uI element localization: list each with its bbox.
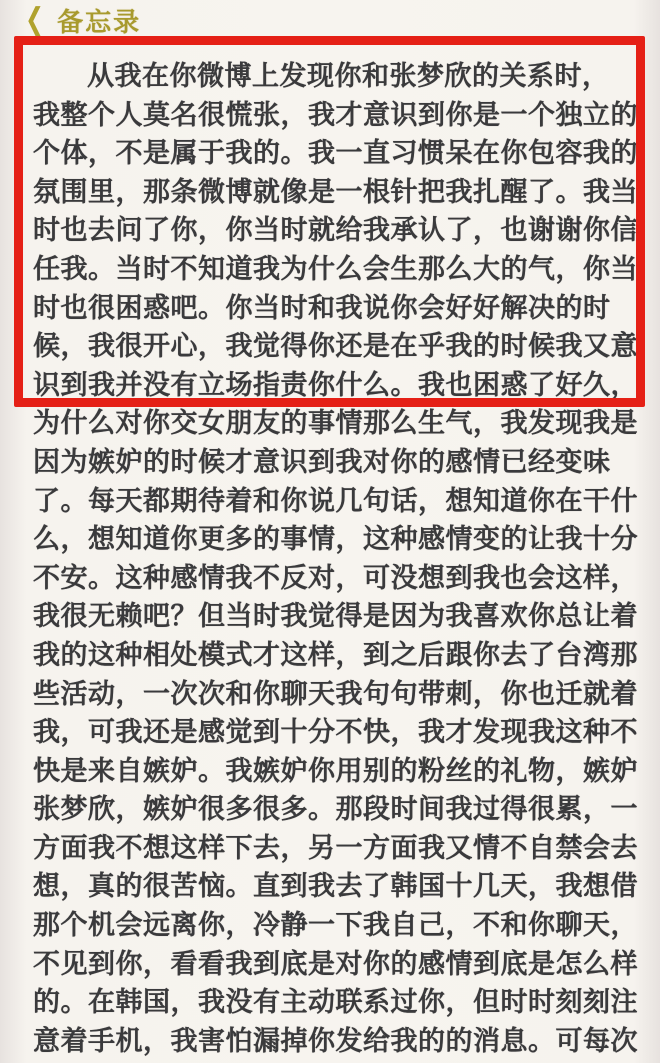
note-line: 氛围里，那条微博就像是一根针把我扎醒了。我当 (33, 176, 638, 207)
note-line: 从我在你微博上发现你和张梦欣的关系时， (87, 61, 610, 91)
note-line: 时也很困惑吧。你当时和我说你会好好解决的时 (33, 292, 611, 323)
back-label: 备忘录 (57, 6, 142, 37)
note-line: 我，可我还是感觉到十分不快，我才发现我这种不 (33, 717, 638, 748)
note-line: 快是来自嫉妒。我嫉妒你用别的粉丝的礼物，嫉妒 (33, 755, 638, 786)
note-line: 不见到你，看看我到底是对你的感情到底是怎么样 (33, 948, 638, 979)
note-line: 个体，不是属于我的。我一直习惯呆在你包容我的 (33, 138, 638, 169)
note-line: 方面我不想这样下去，另一方面我又情不自禁会去 (33, 832, 638, 863)
note-line: 为什么对你交女朋友的事情那么生气，我发现我是 (33, 408, 638, 439)
note-line: 时也去问了你，你当时就给我承认了，也谢谢你信 (33, 215, 638, 246)
note-line: 不安。这种感情我不反对，可没想到我也会这样， (33, 562, 638, 593)
note-line: 张梦欣，嫉妒很多很多。那段时间我过得很累，一 (33, 794, 638, 825)
note-line: 的。在韩国，我没有主动联系过你，但时时刻刻注 (33, 987, 638, 1018)
note-line: 候，我很开心，我觉得你还是在乎我的时候我又意 (33, 331, 638, 362)
note-line: 我整个人莫名很慌张，我才意识到你是一个独立的 (33, 99, 638, 130)
note-body[interactable] (33, 57, 638, 1060)
note-line: 了。每天都期待着和你说几句话，想知道你在干什 (33, 485, 638, 516)
note-line: 因为嫉妒的时候才意识到我对你的感情已经变味 (33, 446, 611, 477)
note-line: 我很无赖吧？但当时我觉得是因为我喜欢你总让着 (33, 601, 638, 632)
note-line: 想，真的很苦恼。直到我去了韩国十几天，我想借 (33, 871, 638, 902)
chevron-left-icon: ❮ (25, 3, 44, 36)
note-line: 那个机会远离你，冷静一下我自己，不和你聊天， (33, 910, 638, 941)
header (0, 0, 660, 40)
note-line: 识到我并没有立场指责你什么。我也困惑了好久， (33, 369, 638, 400)
note-line: 些活动，一次次和你聊天我句句带刺，你也迁就着 (33, 678, 638, 709)
note-line: 意着手机，我害怕漏掉你发给我的的消息。可每次 (33, 1025, 638, 1056)
note-line: 我的这种相处模式才这样，到之后跟你去了台湾那 (33, 639, 638, 670)
back-button[interactable] (22, 2, 141, 39)
note-line: 任我。当时不知道我为什么会生那么大的气，你当 (33, 253, 638, 284)
note-line: 么，想知道你更多的事情，这种感情变的让我十分 (33, 524, 638, 555)
